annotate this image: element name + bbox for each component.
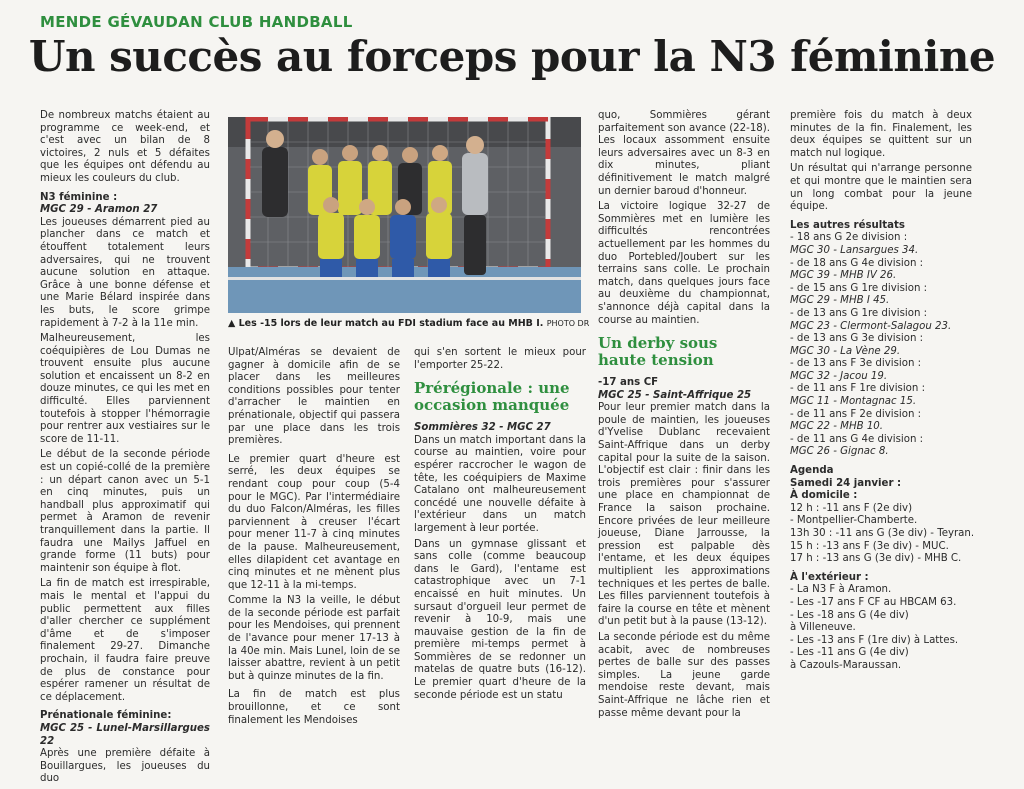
n3-paragraph-1: Les joueuses démarrent pied au plancher dans ce match et étouffent totalement leurs adversaires, qui ne trouvent aucune solution en attaque. Grâce à une bonne défense et une Marie Bélard inspirée dans les buts, le score grimpe rapidement à 7-2 à la 11e min. [40, 216, 210, 329]
agenda-home-line: 15 h : -13 ans F (3e div) - MUC. [790, 540, 949, 552]
column-2 [228, 347, 400, 730]
n3-score: MGC 29 - Aramon 27 [40, 204, 158, 216]
col3-paragraph-1: qui s'en sortent le mieux pour l'emporter 25-22. [414, 347, 586, 371]
result-line: - de 13 ans G 1re division : [790, 307, 928, 319]
preregionale-score: Sommières 32 - MGC 27 [414, 422, 551, 434]
agenda-away-line: à Cazouls-Maraussan. [790, 659, 902, 671]
photo-credit: PHOTO DR [546, 319, 590, 328]
result-line: MGC 11 - Montagnac 15. [790, 396, 917, 408]
result-line: - de 13 ans G 3e division : [790, 333, 924, 345]
away-title: À l'extérieur : [790, 571, 869, 583]
col4-paragraph-2: La victoire logique 32-27 de Sommières met en lumière les difficultés rencontrées actuellement par les hommes du duo Portebled/Joubert sur les terrains sans colle. Le prochain match, dans quelques jours face au deuxième du championnat, s'annonce déjà capital dans la course au maintien. [598, 201, 770, 326]
col2-paragraph-1: Ulpat/Alméras se devaient de gagner à domicile afin de se placer dans les meilleures conditions possibles pour tenter d'arracher le maintien en prénationale, objectif qui passera par une place dans les trois premières. [228, 347, 400, 447]
result-line: - de 15 ans G 1re division : [790, 282, 928, 294]
preregionale-heading: Prérégionale : une occasion manquée [414, 379, 570, 415]
n3-title: N3 féminine : [40, 191, 118, 203]
result-line: - 18 ans G 2e division : [790, 232, 908, 244]
photo-caption [228, 318, 598, 329]
result-line: - de 13 ans F 3e division : [790, 358, 922, 370]
agenda-date: Samedi 24 janvier : [790, 477, 902, 489]
col5-paragraph-2: Un résultat qui n'arrange personne et qui montre que le maintien sera un long combat pour la jeune équipe. [790, 163, 972, 213]
column-3 [414, 347, 586, 705]
agenda-away-line: - Les -11 ans G (4e div) [790, 647, 909, 659]
results-list [790, 232, 972, 459]
intro-paragraph: De nombreux matchs étaient au programme ce week-end, et c'est avec un bilan de 8 victoires, 2 nuls et 5 défaites que les équipes ont défendu au mieux les couleurs du club. [40, 110, 210, 184]
column-1 [40, 110, 210, 789]
result-line: - de 18 ans G 4e division : [790, 257, 924, 269]
agenda-away-line: à Villeneuve. [790, 622, 856, 634]
agenda-away-line: - Les -17 ans F CF au HBCAM 63. [790, 596, 957, 608]
derby-heading: Un derby sous haute tension [598, 334, 718, 370]
result-line: - de 11 ans G 4e division : [790, 433, 924, 445]
n3-paragraph-2: Malheureusement, les coéquipières de Lou Dumas ne trouvent ensuite plus aucune solution et encaissent un 8-2 en douze minutes, ce qui les met en difficulté. Elles parviennent toutefois à stopper l'hémorragie pour rentrer aux vestiaires sur le score de 11-11. [40, 333, 210, 445]
agenda-home-line: - Montpellier-Chamberte. [790, 515, 918, 527]
photo-caption-text: ▲ Les -15 lors de leur match au FDI stadium face au MHB I. [228, 318, 544, 329]
prenat-score: MGC 25 - Lunel-Marsillargues 22 [40, 722, 210, 747]
agenda-away-line: - La N3 F à Aramon. [790, 584, 892, 596]
col2-paragraph-2: Le premier quart d'heure est serré, les deux équipes se rendant coup pour coup (5-4 pour le MGC). Par l'intermédiaire du duo Falcon/Alméras, les filles parviennent à creuser l'écart pour mener 11-7 à cinq minutes de la pause. Malheureusement, elles dilapident cet avantage en cinq minutes et ne mènent plus que 12-11 à la mi-temps. [228, 453, 400, 591]
headline: Un succès au forceps pour la N3 féminine [28, 32, 996, 81]
n3-paragraph-3: Le début de la seconde période est un copié-collé de la première : un départ canon avec un 5-1 en cinq minutes, puis un handball plus approximatif qui permet à Aramon de revenir tranquillement dans la partie. Il faudra une Mailys Jaffuel en grande forme (11 buts) pour maintenir son équipe à flot. [40, 449, 210, 574]
result-line: MGC 23 - Clermont-Salagou 23. [790, 320, 952, 332]
agenda-away-line: - Les -13 ans F (1re div) à Lattes. [790, 634, 959, 646]
agenda-away-line: - Les -18 ans G (4e div) [790, 609, 909, 621]
results-title: Les autres résultats [790, 219, 905, 231]
result-line: MGC 30 - Lansargues 34. [790, 244, 919, 256]
col3-paragraph-2: Dans un match important dans la course au maintien, voire pour espérer raccrocher le wagon de tête, les coéquipiers de Maxime Catalano ont malheureusement concédé une nouvelle défaite à l'extérieur dans un match largement à leur portée. [414, 434, 586, 534]
col2-paragraph-4: La fin de match est plus brouillonne, et ce sont finalement les Mendoises [228, 689, 400, 726]
col4-paragraph-4: La seconde période est du même acabit, avec de nombreuses pertes de balle sur des passes simples. La jeune garde mendoise reste devant, mais Saint-Affrique ne lâche rien et passe même devant pour la [598, 631, 770, 719]
result-line: MGC 39 - MHB IV 26. [790, 270, 897, 282]
col4-paragraph-3: Pour leur premier match dans la poule de maintien, les joueuses d'Yvelise Dublanc recevaient Saint-Affrique dans un derby capital pour la suite de la saison. L'objectif est clair : finir dans les trois premières pour s'assurer une place en championnat de France la saison prochaine. Encore privées de leur meilleure joueuse, Diane Jarrousse, la pression est palpable dès l'entame, et les deux équipes multiplient les approximations techniques et les pertes de balle. Les filles parviennent toutefois à faire la course en tête et mènent d'un petit but à la pause (13-12). [598, 402, 770, 628]
col3-paragraph-3: Dans un gymnase glissant et sans colle (comme beaucoup dans le Gard), l'entame est catastrophique avec un 7-1 encaissé en huit minutes. Un sursaut d'orgueil leur permet de revenir à 10-9, mais une mauvaise gestion de la fin de première mi-temps permet à Sommières de se redonner un matelas de quatre buts (16-12). Le premier quart d'heure de la seconde période est un statu [414, 538, 586, 701]
agenda-title: Agenda [790, 465, 834, 477]
column-4 [598, 110, 770, 723]
result-line: MGC 30 - La Vène 29. [790, 345, 901, 357]
result-line: - de 11 ans F 2e division : [790, 408, 922, 420]
section-kicker: MENDE GÉVAUDAN CLUB HANDBALL [40, 13, 353, 31]
agenda-home-line: 12 h : -11 ans F (2e div) [790, 502, 913, 514]
col5-paragraph-1: première fois du match à deux minutes de la fin. Finalement, les deux équipes se quittent sur un match nul logique. [790, 110, 972, 159]
col2-paragraph-3: Comme la N3 la veille, le début de la seconde période est parfait pour les Mendoises, qui prennent de l'avance pour mener 17-13 à la 40e min. Mais Lunel, loin de se laisser abattre, revient à un petit but à quinze minutes de la fin. [228, 595, 400, 682]
agenda-home-line: 17 h : -13 ans G (3e div) - MHB C. [790, 553, 962, 565]
col4-paragraph-1: quo, Sommières gérant parfaitement son avance (22-18). Les locaux assomment ensuite leurs adversaires avec un 8-3 en dix minutes, pliant définitivement le match malgré un dernier baroud d'honneur. [598, 110, 770, 197]
result-line: MGC 22 - MHB 10. [790, 421, 884, 433]
result-line: MGC 26 - Gignac 8. [790, 446, 889, 458]
home-list [790, 502, 975, 566]
result-line: MGC 32 - Jacou 19. [790, 370, 888, 382]
derby-score: MGC 25 - Saint-Affrique 25 [598, 389, 752, 401]
derby-category: -17 ans CF [598, 377, 659, 389]
away-list [790, 584, 972, 672]
home-title: À domicile : [790, 490, 858, 502]
prenat-paragraph-1: Après une première défaite à Bouillargues, les joueuses du duo [40, 748, 210, 785]
agenda-home-line: 13h 30 : -11 ans G (3e div) - Teyran. [790, 528, 975, 539]
prenat-title: Prénationale féminine: [40, 710, 172, 722]
result-line: - de 11 ans F 1re division : [790, 383, 926, 395]
result-line: MGC 29 - MHB I 45. [790, 295, 890, 307]
team-photo-illustration [228, 117, 581, 313]
team-photo [228, 117, 581, 313]
column-5 [790, 110, 975, 673]
n3-paragraph-4: La fin de match est irrespirable, mais le mental et l'appui du public permettent aux filles d'aller chercher ce supplément d'âme et de s'imposer finalement 29-27. Dimanche prochain, il faudra faire preuve de plus de constance pour espérer ramener un résultat de ce déplacement. [40, 578, 210, 703]
